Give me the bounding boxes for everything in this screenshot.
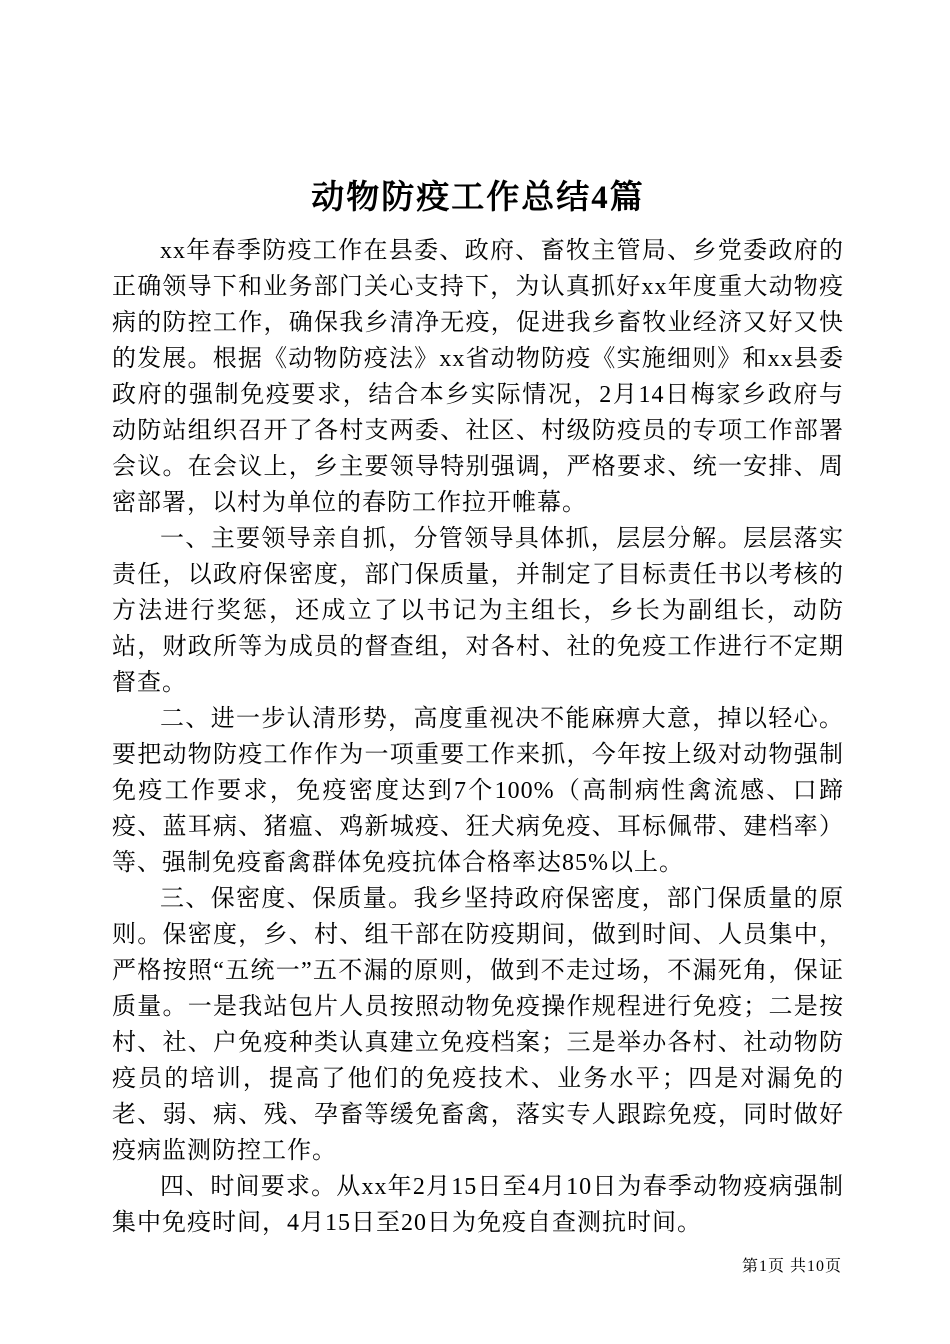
paragraph: 一、主要领导亲自抓，分管领导具体抓，层层分解。层层落实责任，以政府保密度，部门保质量，并制定了目标责任书以考核的方法进行奖惩，还成立了以书记为主组长，乡长为副组长，动防站，财政所等为成员的督查组，对各村、社的免疫工作进行不定期督查。 [112, 526, 844, 697]
paragraph: 三、保密度、保质量。我乡坚持政府保密度，部门保质量的原则。保密度，乡、村、组干部在防疫期间，做到时间、人员集中，严格按照“五统一”五不漏的原则，做到不走过场，不漏死角，保证质量。一是我站包片人员按照动物免疫操作规程进行免疫；二是按村、社、户免疫种类认真建立免疫档案；三是举办各村、社动物防疫员的培训，提高了他们的免疫技术、业务水平；四是对漏免的老、弱、病、残、孕畜等缓免畜禽，落实专人跟踪免疫，同时做好疫病监测防控工作。 [112, 886, 844, 1165]
document-content [112, 178, 844, 1241]
paragraph: xx年春季防疫工作在县委、政府、畜牧主管局、乡党委政府的正确领导下和业务部门关心支持下，为认真抓好xx年度重大动物疫病的防控工作，确保我乡清净无疫，促进我乡畜牧业经济又好又快的发展。根据《动物防疫法》xx省动物防疫《实施细则》和xx县委政府的强制免疫要求，结合本乡实际情况，2月14日梅家乡政府与动防站组织召开了各村支两委、社区、村级防疫员的专项工作部署会议。在会议上，乡主要领导特别强调，严格要求、统一安排、周密部署，以村为单位的春防工作拉开帷幕。 [112, 238, 844, 517]
paragraph: 四、时间要求。从xx年2月15日至4月10日为春季动物疫病强制集中免疫时间，4月15日至20日为免疫自查测抗时间。 [112, 1174, 844, 1237]
document-title: 动物防疫工作总结4篇 [311, 180, 645, 216]
page-footer: 第1页 共10页 [741, 1258, 842, 1275]
paragraph: 二、进一步认清形势，高度重视决不能麻痹大意，掉以轻心。要把动物防疫工作作为一项重要工作来抓，今年按上级对动物强制免疫工作要求，免疫密度达到7个100%（高制病性禽流感、口蹄疫、蓝耳病、猪瘟、鸡新城疫、狂犬病免疫、耳标佩带、建档率）等、强制免疫畜禽群体免疫抗体合格率达85%以上。 [112, 706, 844, 877]
